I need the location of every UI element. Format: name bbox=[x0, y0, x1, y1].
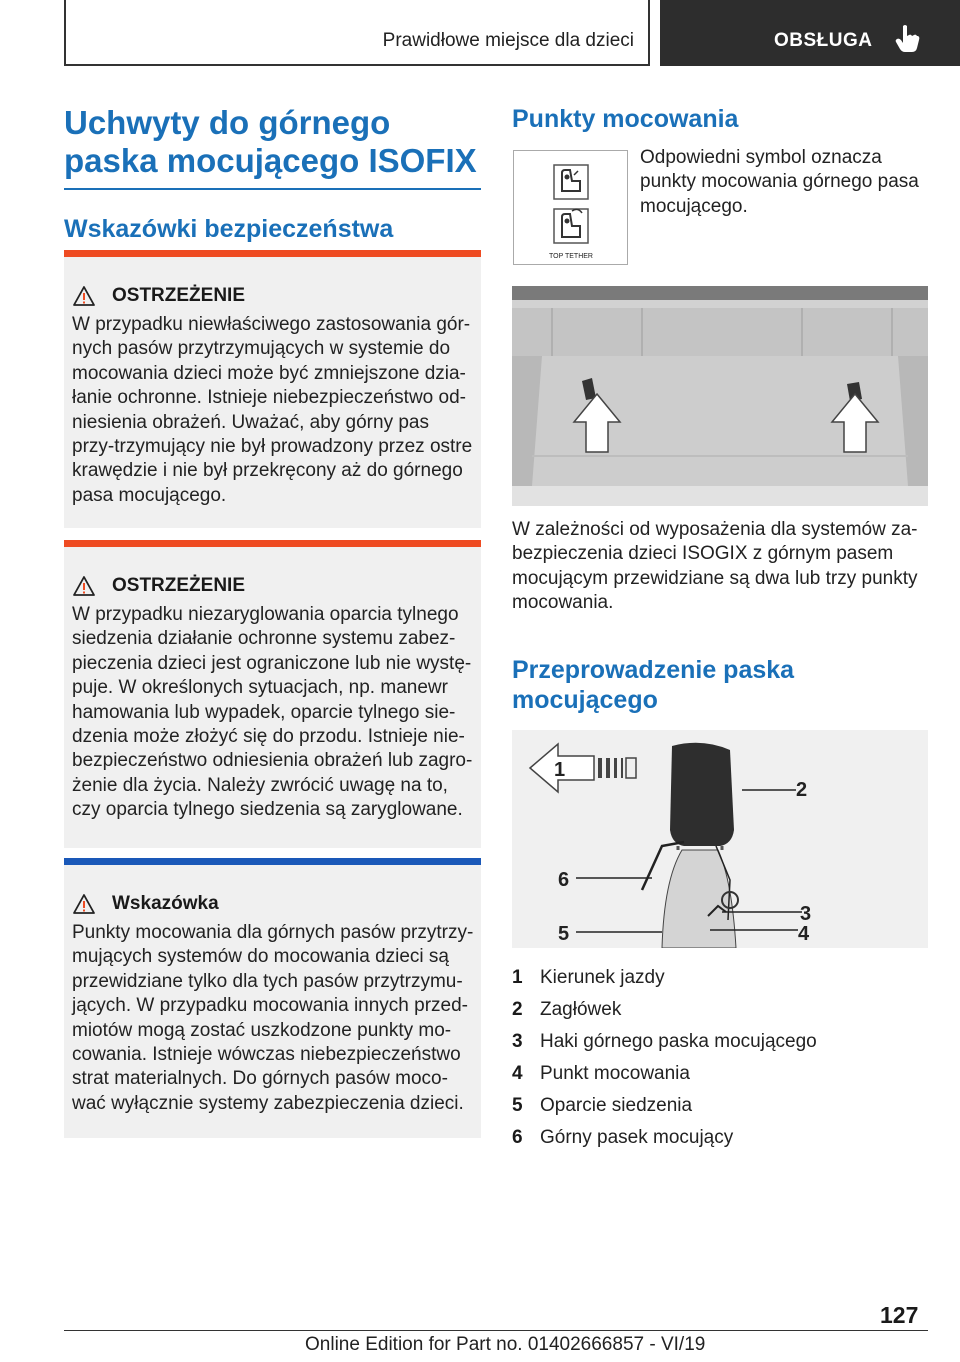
diagram-label-3: 3 bbox=[800, 903, 812, 925]
diagram-label-4: 4 bbox=[798, 923, 810, 945]
list-item: 2 Zagłówek bbox=[512, 999, 622, 1020]
warning-title: OSTRZEŻENIE bbox=[112, 575, 246, 596]
section-heading: Wskazówki bezpieczeństwa bbox=[64, 215, 394, 243]
warning-triangle-icon bbox=[72, 285, 96, 307]
chapter-title: OBSŁUGA bbox=[774, 30, 873, 51]
symbol-image bbox=[513, 150, 628, 265]
warning-title: OSTRZEŻENIE bbox=[112, 285, 246, 306]
chapter-tab[interactable] bbox=[660, 0, 960, 66]
diagram-label-6: 6 bbox=[558, 869, 570, 891]
tether-diagram bbox=[512, 730, 928, 948]
notice-title: Wskazówka bbox=[112, 893, 219, 914]
warning-bar bbox=[64, 250, 481, 257]
legend-list bbox=[512, 962, 928, 1154]
warning-triangle-icon bbox=[72, 893, 96, 915]
warning-box-2 bbox=[64, 540, 481, 848]
list-item: 3 Haki górnego paska mocującego bbox=[512, 1031, 817, 1052]
diagram-label-5: 5 bbox=[558, 923, 570, 945]
trunk-photo bbox=[512, 286, 928, 506]
warning-triangle-icon bbox=[72, 575, 96, 597]
notice-text: Punkty mocowania dla górnych pasów przytrzy-mujących systemów do mocowania dzieci są przewidziane tylko dla tych pasów przytrzymu-jących. W przypadku mocowania innych przed-miotów mogą zostać uszkodzone punkty mo-cowania. Istnieje wówczas niebezpieczeństwo strat materialnych. Do górnych pasów moco-wać wyłącznie systemy zabezpieczenia dzieci. bbox=[72, 922, 474, 1114]
symbol-label: TOP TETHER bbox=[549, 253, 593, 260]
page-title: Uchwyty do górnego paska mocującego ISOFIX bbox=[64, 104, 477, 179]
section-header bbox=[64, 0, 650, 66]
symbol-description: Odpowiedni symbol oznacza punkty mocowania górnego pasa mocującego. bbox=[640, 147, 919, 217]
edition-note: Online Edition for Part no. 01402666857 - VI/19 bbox=[305, 1334, 706, 1355]
list-item: 5 Oparcie siedzenia bbox=[512, 1095, 693, 1116]
child-seat-anchor-icon bbox=[514, 151, 627, 264]
paragraph: W zależności od wyposażenia dla systemów za-bezpieczenia dzieci ISOGIX z górnym pasem mocującym przewidziane są dwa lub trzy punkty mocowania. bbox=[512, 519, 918, 614]
footer-divider bbox=[64, 1330, 928, 1331]
warning-bar bbox=[64, 540, 481, 547]
section-title: Prawidłowe miejsce dla dzieci bbox=[382, 30, 634, 51]
pointing-hand-icon bbox=[894, 24, 920, 54]
section-heading: Przeprowadzenie paska mocującego bbox=[512, 656, 795, 714]
left-column bbox=[64, 104, 481, 244]
diagram-label-1: 1 bbox=[554, 759, 566, 781]
list-item: 6 Górny pasek mocujący bbox=[512, 1127, 734, 1148]
warning-text: W przypadku niewłaściwego zastosowania gór-nych pasów przytrzymujących w systemie do mocowania dzieci może być zmniejszone dzia-łanie ochronne. Istnieje niebezpieczeństwo od-niesienia obrażeń. Uważać, aby górny pas przy-trzymujący nie był prowadzony przez ostre krawędzie i nie był przekręcony aż do górnego pasa mocującego. bbox=[72, 314, 473, 506]
page-number: 127 bbox=[880, 1302, 919, 1328]
page-header bbox=[64, 0, 960, 66]
notice-box bbox=[64, 858, 481, 1138]
right-column bbox=[512, 104, 928, 134]
section-heading: Punkty mocowania bbox=[512, 105, 739, 133]
warning-box-1 bbox=[64, 250, 481, 528]
list-item: 4 Punkt mocowania bbox=[512, 1063, 690, 1084]
title-divider bbox=[64, 188, 481, 190]
warning-text: W przypadku niezaryglowania oparcia tylnego siedzenia działanie ochronne systemu zabez-pieczenia dzieci jest ograniczone lub nie wystę-puje. W określonych sytuacjach, np. manewr hamowania lub wypadek, oparcie tylnego sie-dzenia może złożyć się do przodu. Istnieje nie-bezpieczeństwo odniesienia obrażeń lub zagro-żenie dla życia. Należy zwrócić uwagę na to, czy oparcia tylnego siedzenia są zaryglowane. bbox=[72, 604, 473, 821]
notice-bar bbox=[64, 858, 481, 865]
diagram-label-2: 2 bbox=[796, 779, 808, 801]
list-item: 1 Kierunek jazdy bbox=[512, 967, 665, 988]
